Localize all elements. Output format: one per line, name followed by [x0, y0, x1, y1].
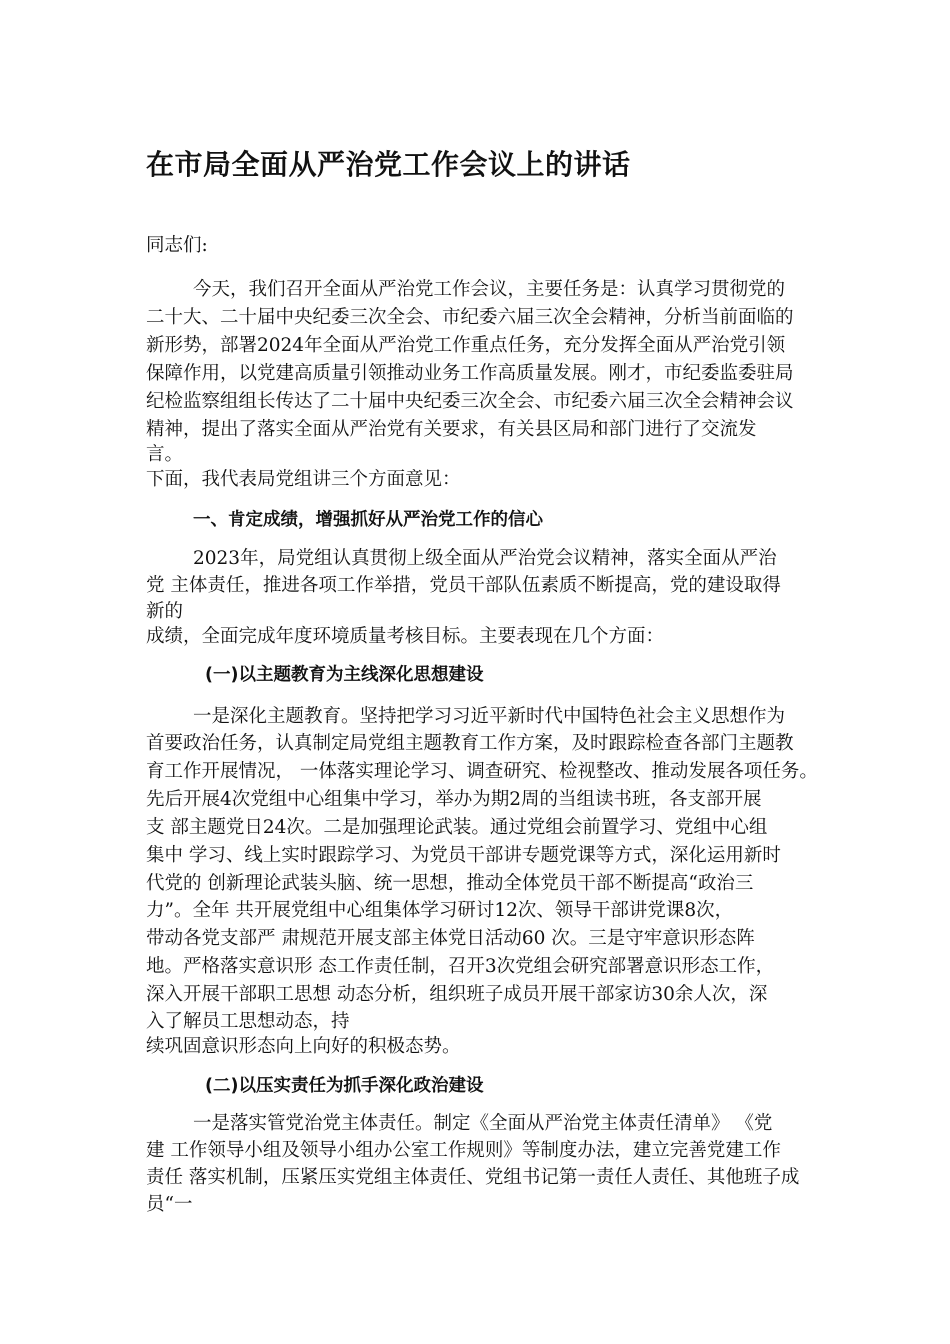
paragraph-line: 党 主体责任，推进各项工作举措，党员干部队伍素质不断提高，党的建设取得	[146, 575, 781, 596]
paragraph-line: 2023年，局党组认真贯彻上级全面从严治党会议精神，落实全面从严治	[193, 548, 777, 569]
paragraph-line: 育工作开展情况， 一体落实理论学习、调查研究、检视整改、推动发展各项任务。	[146, 761, 818, 782]
paragraph-line: 员“一	[146, 1194, 193, 1215]
paragraph-line: 先后开展4次党组中心组集中学习，举办为期2周的当组读书班，各支部开展	[146, 789, 762, 810]
paragraph-line: 今天，我们召开全面从严治党工作会议，主要任务是：认真学习贯彻党的	[193, 279, 786, 300]
paragraph-line: 首要政治任务，认真制定局党组主题教育工作方案，及时跟踪检查各部门主题教	[146, 733, 794, 754]
paragraph-line: 深入开展干部职工思想 动态分析，组织班子成员开展干部家访30余人次，深	[146, 984, 768, 1005]
document-title: 在市局全面从严治党工作会议上的讲话	[146, 148, 631, 181]
paragraph-line: 续巩固意识形态向上向好的积极态势。	[146, 1036, 461, 1057]
paragraph-line: 精神，提出了落实全面从严治党有关要求，有关县区局和部门进行了交流发	[146, 419, 757, 440]
paragraph-line: 新的	[146, 601, 184, 622]
paragraph-line: 力”。全年 共开展党组中心组集体学习研讨12次、领导干部讲党课8次，	[146, 900, 734, 921]
subsection-heading: (一)以主题教育为主线深化思想建设	[205, 665, 484, 685]
subsection-heading: (二)以压实责任为抓手深化政治建设	[205, 1076, 484, 1096]
paragraph-line: 成绩，全面完成年度环境质量考核目标。主要表现在几个方面：	[146, 626, 665, 647]
section-heading: 一、肯定成绩，增强抓好从严治党工作的信心	[193, 510, 543, 530]
paragraph-line: 言。	[146, 444, 184, 465]
salutation: 同志们:	[146, 235, 208, 256]
paragraph-line: 责任 落实机制，压紧压实党组主体责任、党组书记第一责任人责任、其他班子成	[146, 1167, 800, 1188]
paragraph-line: 集中 学习、线上实时跟踪学习、为党员干部讲专题党课等方式，深化运用新时	[146, 845, 781, 866]
paragraph-line: 二十大、二十届中央纪委三次全会、市纪委六届三次全会精神，分析当前面临的	[146, 307, 794, 328]
paragraph-line: 一是深化主题教育。坚持把学习习近平新时代中国特色社会主义思想作为	[193, 706, 786, 727]
paragraph-line: 建 工作领导小组及领导小组办公室工作规则》等制度办法，建立完善党建工作	[146, 1140, 781, 1161]
paragraph-line: 保障作用，以党建高质量引领推动业务工作高质量发展。刚才，市纪委监委驻局	[146, 363, 794, 384]
paragraph-line: 下面，我代表局党组讲三个方面意见：	[146, 469, 461, 490]
paragraph-line: 代党的 创新理论武装头脑、统一思想，推动全体党员干部不断提高“政治三	[146, 873, 754, 894]
paragraph-line: 新形势，部署2024年全面从严治党工作重点任务，充分发挥全面从严治党引领	[146, 335, 786, 356]
paragraph-line: 支 部主题党日24次。二是加强理论武装。通过党组会前置学习、党组中心组	[146, 817, 768, 838]
paragraph-line: 带动各党支部严 肃规范开展支部主体党日活动60 次。三是守牢意识形态阵	[146, 928, 755, 949]
paragraph-line: 一是落实管党治党主体责任。制定《全面从严治党主体责任清单》 《党	[193, 1113, 773, 1134]
paragraph-line: 纪检监察组组长传达了二十届中央纪委三次全会、市纪委六届三次全会精神会议	[146, 391, 794, 412]
paragraph-line: 地。严格落实意识形 态工作责任制，召开3次党组会研究部署意识形态工作，	[146, 956, 775, 977]
paragraph-line: 入了解员工思想动态，持	[146, 1011, 350, 1032]
